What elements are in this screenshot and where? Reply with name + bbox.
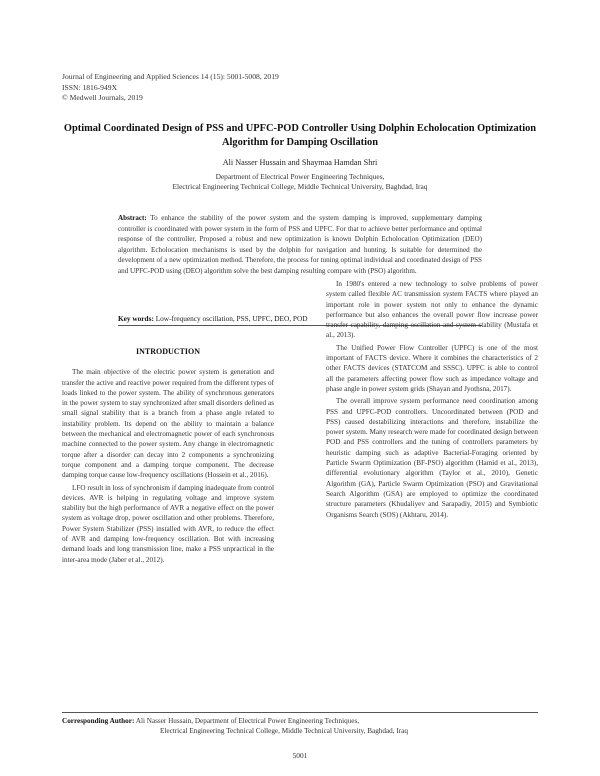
author-affiliation bbox=[62, 172, 538, 193]
intro-paragraph: LFO result in loss of synchronism if damping inadequate from control devices. AVR is helping in regulating voltage and improve system stability but the high performance of AVR a negative effect on the power system as voltage drop, power oscillation and other problems. Therefore, Power System Stabilizer (PSS) installed with AVR, to reduce the effect of AVR and damping low-frequency oscillation. But with increasing demand loads and long transmission line, make a PSS unpractical in the inter-area mode (Jaber et al., 2012). bbox=[62, 483, 275, 564]
footer-divider bbox=[62, 712, 538, 713]
corresponding-author-line2: Electrical Engineering Technical College, Middle Technical University, Baghdad, Iraq bbox=[160, 727, 408, 736]
right-column bbox=[326, 279, 538, 522]
corresponding-author bbox=[62, 716, 538, 736]
keywords-label: Key words: bbox=[118, 314, 154, 323]
intro-paragraph: In 1980's entered a new technology to solve problems of power system called flexible AC transmission system FACTS where played an important role in power system not only to enhance the dynamic performance but also enhances the overall power flow increase power transfer capability, damping oscillation and system stability (Mustafa et al., 2013). bbox=[326, 280, 538, 340]
journal-issn: ISSN: 1816-949X bbox=[62, 82, 118, 92]
journal-copyright: © Medwell Journals, 2019 bbox=[62, 93, 143, 103]
affiliation-department: Department of Electrical Power Engineering Techniques, bbox=[215, 172, 385, 181]
affiliation-institution: Electrical Engineering Technical College, Middle Technical University, Baghdad, Iraq bbox=[172, 182, 428, 192]
journal-citation: Journal of Engineering and Applied Sciences 14 (15): 5001-5008, 2019 bbox=[62, 72, 279, 81]
journal-header bbox=[62, 72, 279, 104]
abstract-label: Abstract: bbox=[118, 214, 147, 222]
corresponding-author-label: Corresponding Author: bbox=[62, 717, 135, 725]
paper-title: Optimal Coordinated Design of PSS and UPFC-POD Controller Using Dolphin Echolocation Optimization Algorithm for Damping Oscillation bbox=[63, 123, 537, 148]
intro-paragraph: The main objective of the electric power system is generation and transfer the active and reactive power required from the different types of loads linked to the power system. The ability of synchronous generators in the power system to stay synchronized after small disorders defined as small signal stability that is a branch from a phase angle related to instability problem. Its depend on the ability to maintain a balance between the mechanical and electromagnetic power of each synchronous machine connected to the power system. Any change in electromagnetic torque after a disorder can decay into 2 components a synchronizing torque component and a damping torque component. The decrease damping torque cause low-frequency oscillations (Hossein et al., 2016). bbox=[62, 368, 274, 480]
page-number: 5001 bbox=[292, 751, 308, 760]
introduction-heading: INTRODUCTION bbox=[135, 347, 200, 356]
intro-paragraph: The Unified Power Flow Controller (UPFC) is one of the most important of FACTS device. Where it combines the characteristics of 2 other FACTS devices (STATCOM and SSSC). UPFC is able to control all the parameters affecting power flow such as impedance voltage and phase angle in power system grids (Shayan and Jyothsna, 2017). bbox=[326, 343, 538, 393]
corresponding-author-line1: Ali Nasser Hussain, Department of Electrical Power Engineering Techniques, bbox=[135, 717, 360, 725]
keywords-text: Low-frequency oscillation, PSS, UPFC, DEO, POD bbox=[155, 314, 308, 323]
intro-paragraph: The overall improve system performance need coordination among PSS and UPFC-POD controllers. Uncoordinated between (POD and PSS) caused destabilizing interactions and therefore, instabilize the power system. Many research were made for coordinated design between POD and PSS controllers and the tuning of controllers parameters by heuristic damping such as adaptive Bacterial-Foraging oriented by Particle Swarm Optimization (BF-PSO) algorithm (Hamid et al., 2013), differential evolutionary algorithm (Taylor et al., 2010), Genetic Algorithm (GA), Particle Swarm Optimization (PSO) and Gravitational Search Algorithm (GSA) are employed to optimize the coordinated structure parameters (Khudaliyev and Sarapadiy, 2015) and Symbiotic Organisms Search (SOS) (Akhtaru, 2014). bbox=[326, 397, 538, 519]
abstract bbox=[118, 213, 482, 277]
paper-authors: Ali Nasser Hussain and Shaymaa Hamdan Shri bbox=[222, 158, 378, 167]
left-column bbox=[62, 334, 274, 567]
abstract-text: To enhance the stability of the power system and the system damping is improved, supplementary damping controller is coordinated with power system in the form of PSS and UPFC. For that to achieve better performance and optimal response of the controller, Proposed a robust and new optimization is known Dolphin Echolocation Optimization (DEO) algorithm. Echolocation mechanisms is used by the dolphin for navigation and hunting. Is suitable for determined the development of a new optimization method. Therefore, the process for tuning optimal individual and coordinated design of PSS and UPFC-POD using (DEO) algorithm solve the best damping resulting compare with (PSO) algorithm. bbox=[118, 214, 482, 275]
